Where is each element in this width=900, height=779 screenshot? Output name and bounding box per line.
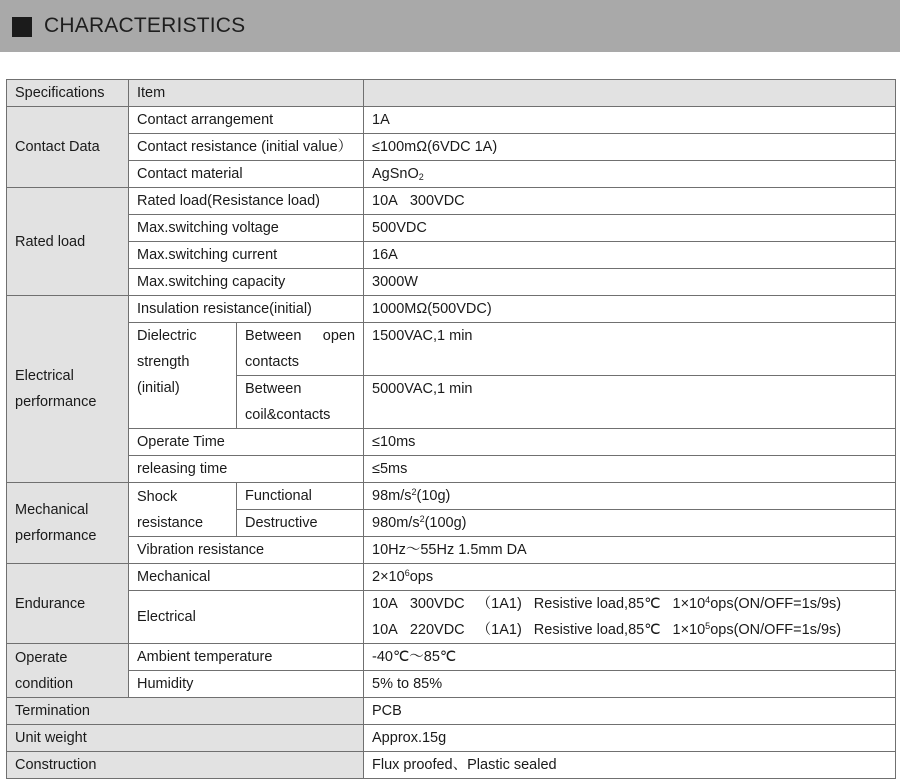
item-label: Contact material xyxy=(129,161,364,188)
table-row xyxy=(7,429,896,456)
item-value: Approx.15g xyxy=(364,725,896,752)
value-text: (100g) xyxy=(424,515,467,531)
table-row xyxy=(7,537,896,564)
item-label: Max.switching capacity xyxy=(129,269,364,296)
group-label-line: condition xyxy=(15,675,74,692)
group-mechanical-performance xyxy=(7,483,129,564)
superscript: 2 xyxy=(411,487,417,497)
item-value: PCB xyxy=(364,698,896,725)
table-row xyxy=(7,591,896,644)
col-header-value xyxy=(364,80,896,107)
value-text: Resistive load,85℃ xyxy=(533,622,661,638)
group-label-line: Electrical xyxy=(15,368,74,384)
table-row xyxy=(7,296,896,323)
value-text: ops xyxy=(409,569,434,585)
group-operate-condition xyxy=(7,644,129,698)
value-text: 10A xyxy=(372,193,398,209)
table-header-row xyxy=(7,80,896,107)
group-label-line: performance xyxy=(15,394,97,410)
value-text: ops(ON/OFF=1s/9s) xyxy=(710,622,842,638)
sub-label: Destructive xyxy=(237,510,364,537)
item-value: 16A xyxy=(364,242,896,269)
group-rated-load: Rated load xyxy=(7,188,129,296)
value-text: （1A1) xyxy=(476,596,522,612)
item-value: 10Hz～55Hz 1.5mm DA xyxy=(364,537,896,564)
group-label-line: Mechanical xyxy=(15,502,89,518)
item-value xyxy=(364,161,896,188)
item-label: Rated load(Resistance load) xyxy=(129,188,364,215)
value-text: 10A xyxy=(372,596,398,612)
superscript: 6 xyxy=(404,568,410,578)
item-value: 5000VAC,1 min xyxy=(364,376,896,429)
table-row xyxy=(7,698,896,725)
value-text: （1A1) xyxy=(476,622,522,638)
sub-label-coil-contacts xyxy=(237,376,364,429)
sub-label-line: Between open xyxy=(245,328,356,344)
section-title: CHARACTERISTICS xyxy=(44,14,246,37)
endurance-line xyxy=(372,591,887,617)
item-label: Humidity xyxy=(129,671,364,698)
sub-label-line: Between xyxy=(245,381,302,397)
group-construction: Construction xyxy=(7,752,364,779)
sub-label-open-contacts xyxy=(237,323,364,376)
item-value xyxy=(364,510,896,537)
table-row xyxy=(7,107,896,134)
item-label: Contact arrangement xyxy=(129,107,364,134)
header-square-icon xyxy=(12,17,32,37)
item-label-line: resistance xyxy=(137,514,204,531)
sub-label-line: coil&contacts xyxy=(245,407,331,423)
item-value xyxy=(364,188,896,215)
item-label: Contact resistance (initial value） xyxy=(129,134,364,161)
item-label-line: Shock xyxy=(137,488,178,505)
item-value: ≤5ms xyxy=(364,456,896,483)
subscript: 2 xyxy=(418,172,424,182)
table-row xyxy=(7,323,896,376)
table-row xyxy=(7,134,896,161)
item-value: ≤10ms xyxy=(364,429,896,456)
item-value xyxy=(364,564,896,591)
value-text: (10g) xyxy=(416,488,451,504)
item-label: releasing time xyxy=(129,456,364,483)
value-text: Resistive load,85℃ xyxy=(533,596,661,612)
table-row xyxy=(7,644,896,671)
value-text: 1×10 xyxy=(672,622,706,638)
superscript: 5 xyxy=(705,621,711,631)
section-header xyxy=(0,0,900,52)
item-label-line: Dielectric xyxy=(137,328,197,344)
item-value: Flux proofed、Plastic sealed xyxy=(364,752,896,779)
item-value: ≤100mΩ(6VDC 1A) xyxy=(364,134,896,161)
table-row xyxy=(7,483,896,510)
group-contact-data: Contact Data xyxy=(7,107,129,188)
value-text: 2×10 xyxy=(372,569,405,585)
table-row xyxy=(7,752,896,779)
item-label: Operate Time xyxy=(129,429,364,456)
item-label-line: strength xyxy=(137,354,190,370)
superscript: 2 xyxy=(419,514,425,524)
item-value: 3000W xyxy=(364,269,896,296)
table-row xyxy=(7,564,896,591)
value-text: ops(ON/OFF=1s/9s) xyxy=(710,596,842,612)
value-text: 10A xyxy=(372,622,398,638)
item-value: 1A xyxy=(364,107,896,134)
table-row xyxy=(7,242,896,269)
item-label: Max.switching current xyxy=(129,242,364,269)
item-label: Max.switching voltage xyxy=(129,215,364,242)
item-value: 1000MΩ(500VDC) xyxy=(364,296,896,323)
group-label-line: performance xyxy=(15,528,97,544)
item-value xyxy=(364,483,896,510)
item-value: 500VDC xyxy=(364,215,896,242)
superscript: 4 xyxy=(705,595,711,605)
group-endurance: Endurance xyxy=(7,564,129,644)
sub-label: Functional xyxy=(237,483,364,510)
item-value: 5% to 85% xyxy=(364,671,896,698)
value-text: 300VDC xyxy=(409,193,465,209)
item-label: Ambient temperature xyxy=(129,644,364,671)
item-label-line: (initial) xyxy=(137,380,180,396)
item-value: -40℃～85℃ xyxy=(364,644,896,671)
item-label: Vibration resistance xyxy=(129,537,364,564)
item-label: Electrical xyxy=(129,591,364,644)
group-electrical-performance xyxy=(7,296,129,483)
group-label-line: Operate xyxy=(15,649,68,666)
item-value: 1500VAC,1 min xyxy=(364,323,896,376)
item-label-shock xyxy=(129,483,237,537)
table-row xyxy=(7,188,896,215)
col-header-item: Item xyxy=(129,80,364,107)
item-label-dielectric xyxy=(129,323,237,429)
value-text: 98m/s xyxy=(372,488,412,504)
table-row xyxy=(7,456,896,483)
table-row xyxy=(7,269,896,296)
table-row xyxy=(7,161,896,188)
characteristics-table xyxy=(6,79,896,779)
value-text: 1×10 xyxy=(672,596,706,612)
item-label: Mechanical xyxy=(129,564,364,591)
endurance-line xyxy=(372,617,887,643)
table-row xyxy=(7,725,896,752)
value-text: AgSnO xyxy=(372,166,419,182)
table-row xyxy=(7,215,896,242)
group-unit-weight: Unit weight xyxy=(7,725,364,752)
item-value-multiline xyxy=(364,591,896,644)
table-row xyxy=(7,671,896,698)
value-text: 220VDC xyxy=(409,622,465,638)
col-header-specifications: Specifications xyxy=(7,80,129,107)
item-label: Insulation resistance(initial) xyxy=(129,296,364,323)
value-text: 300VDC xyxy=(409,596,465,612)
sub-label-line: contacts xyxy=(245,354,299,370)
group-termination: Termination xyxy=(7,698,364,725)
value-text: 980m/s xyxy=(372,515,420,531)
